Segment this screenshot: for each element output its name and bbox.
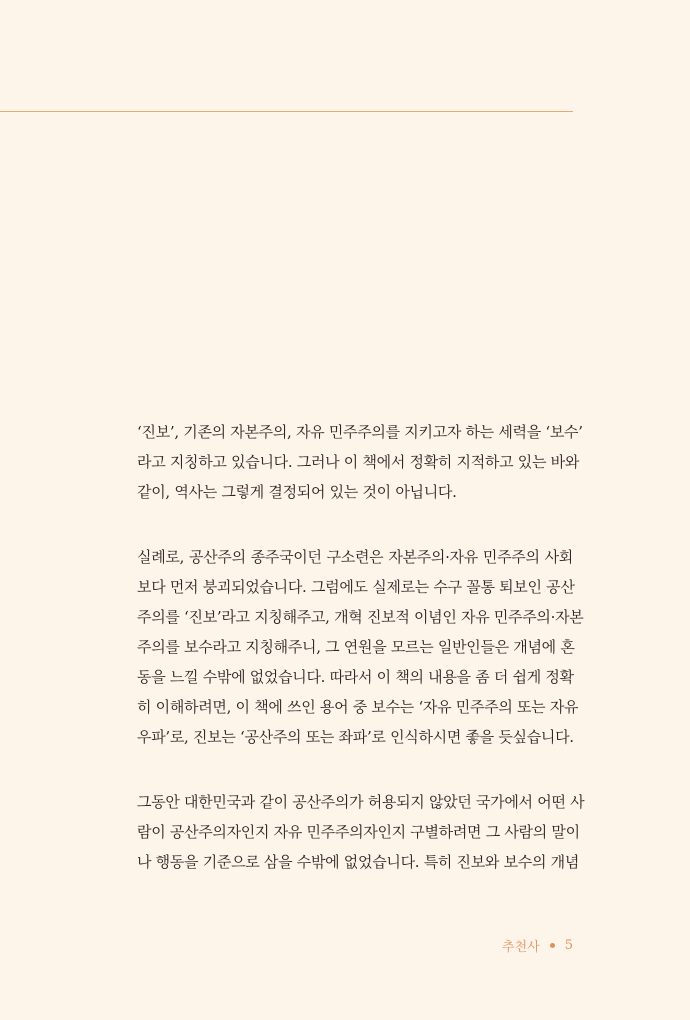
paragraph <box>137 787 585 877</box>
page-footer <box>502 936 573 955</box>
text-line: 주의를 보수라고 지칭해주니, 그 연원을 모르는 일반인들은 개념에 혼 <box>137 638 575 656</box>
text-line: 그동안 대한민국과 같이 공산주의가 허용되지 않았던 국가에서 어떤 사 <box>137 793 585 811</box>
section-title: 추천사 <box>502 940 540 955</box>
text-line: 라고 지칭하고 있습니다. 그러나 이 책에서 정확히 지적하고 있는 바와 <box>137 453 580 471</box>
text-line: 실례로, 공산주의 종주국이던 구소련은 자본주의·자유 민주주의 사회 <box>137 548 573 566</box>
text-line: 주의를 ‘진보’라고 지칭해주고, 개혁 진보적 이념인 자유 민주주의·자본 <box>137 608 584 626</box>
text-line: 동을 느낄 수밖에 없었습니다. 따라서 이 책의 내용을 좀 더 쉽게 정확 <box>137 668 574 686</box>
paragraph <box>137 542 584 752</box>
text-line: 람이 공산주의자인지 자유 민주주의자인지 구별하려면 그 사람의 말이 <box>137 823 580 841</box>
bullet-dot-icon <box>550 943 555 948</box>
text-line: ‘진보’, 기존의 자본주의, 자유 민주주의를 지키고자 하는 세력을 ‘보수’ <box>137 423 583 441</box>
body-text <box>137 417 585 912</box>
text-line: 보다 먼저 붕괴되었습니다. 그럼에도 실제로는 수구 꼴통 퇴보인 공산 <box>137 578 575 596</box>
header-rule <box>0 111 573 112</box>
text-line: 히 이해하려면, 이 책에 쓰인 용어 중 보수는 ‘자유 민주주의 또는 자유 <box>137 698 579 716</box>
text-line: 같이, 역사는 그렇게 결정되어 있는 것이 아닙니다. <box>137 483 457 501</box>
text-line: 나 행동을 기준으로 삼을 수밖에 없었습니다. 특히 진보와 보수의 개념 <box>137 853 580 871</box>
paragraph <box>137 417 583 507</box>
page-number: 5 <box>564 938 573 953</box>
text-line: 우파’로, 진보는 ‘공산주의 또는 좌파’로 인식하시면 좋을 듯싶습니다. <box>137 728 574 746</box>
